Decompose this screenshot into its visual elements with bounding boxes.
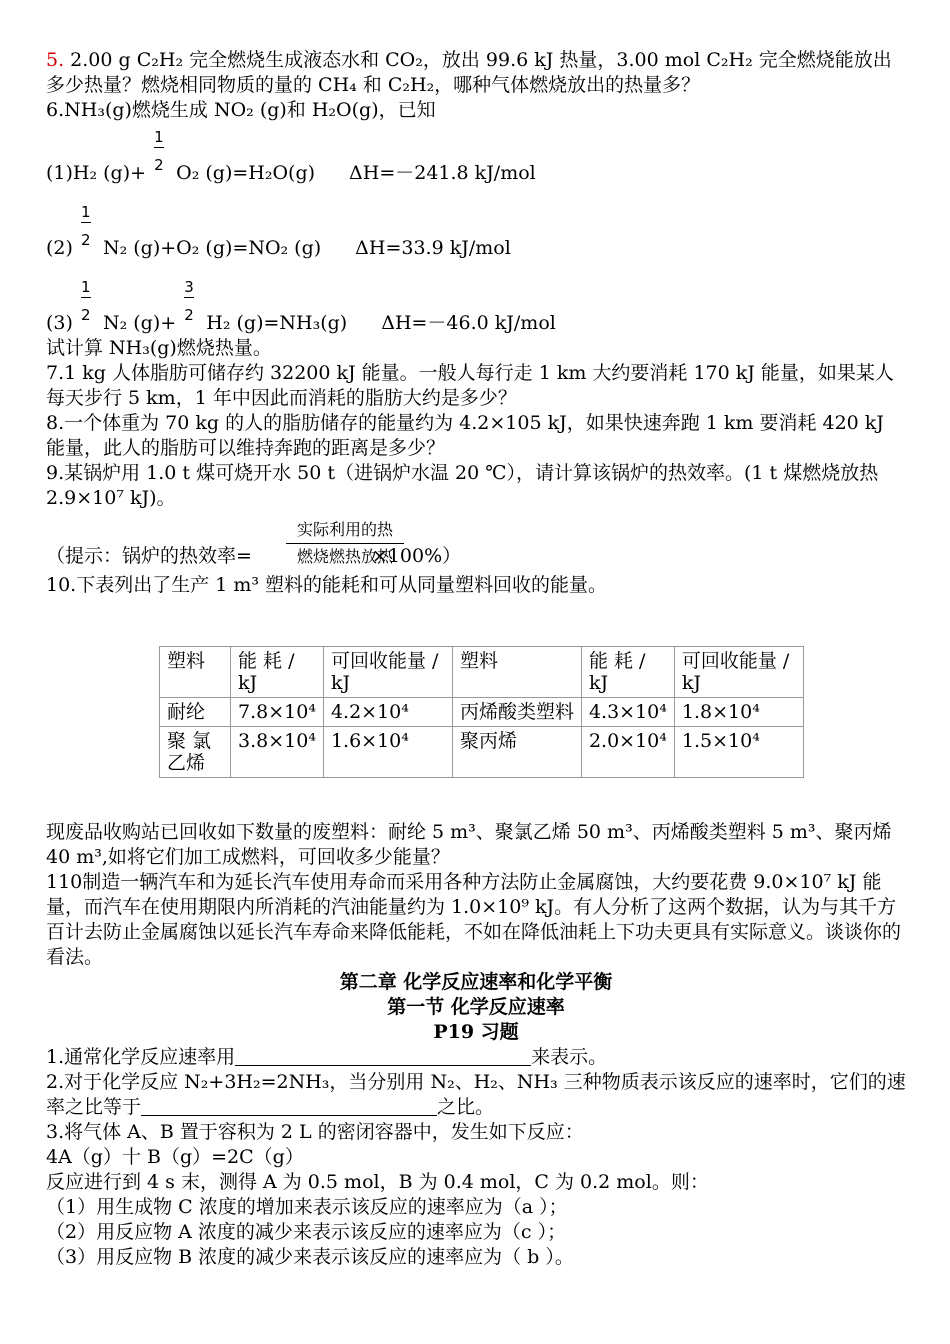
table-cell: 聚丙烯 (452, 727, 581, 778)
equation-1-enthalpy: ΔH=－241.8 kJ/mol (349, 162, 536, 184)
exercise-2: 2.对于化学反应 N₂+3H₂=2NH₃，当分别用 N₂、H₂、NH₃ 三种物质表示该反应的速率时，它们的速率之比等于 之比。 (46, 1071, 906, 1118)
table-header-cell: 可回收能量 / kJ (674, 647, 803, 698)
efficiency-hint (46, 517, 906, 569)
equation-3-left: (3) (46, 312, 79, 334)
hint-prefix: （提示：锅炉的热效率= (46, 545, 252, 567)
table-header-cell: 能 耗 / kJ (581, 647, 674, 698)
exercise-3-sub-2: （2）用反应物 A 浓度的减少来表示该反应的速率应为（c ）； (46, 1221, 567, 1243)
table-cell: 聚 氯 乙烯 (160, 727, 231, 778)
exercise-3-sub-3: （3）用反应物 B 浓度的减少来表示该反应的速率应为（ b ）。 (46, 1246, 574, 1268)
table-cell: 4.3×10⁴ (581, 698, 674, 727)
question-11: 110制造一辆汽车和为延长汽车使用寿命而采用各种方法防止金属腐蚀，大约要花费 9.0×10⁷ kJ 能量，而汽车在使用期限内所消耗的汽油能量约为 1.0×10⁹ kJ。有人分析了这两个数据，认为与其千方百计去防止金属腐蚀以延长汽车寿命来降低能耗，不如在降低油耗上下功夫更具有实际意义。谈谈你的看法。 (46, 871, 902, 968)
fraction-numerator: 实际利用的热 (286, 517, 404, 544)
equation-1 (46, 123, 906, 198)
table-cell: 4.2×10⁴ (323, 698, 452, 727)
equation-1-left: (1)H₂ (g)+ (46, 162, 153, 184)
fraction-three-halves: $\frac{3}{2}$ (184, 278, 194, 324)
fraction-half: $\frac{1}{2}$ (80, 203, 91, 249)
chapter-title: 第二章 化学反应速率和化学平衡 (339, 971, 613, 993)
equation-3-middle: N₂ (g)+ (96, 312, 183, 334)
table-header-cell: 塑料 (452, 647, 581, 698)
question-7: 7.1 kg 人体脂肪可储存约 32200 kJ 能量。一般人每行走 1 km 大约要消耗 170 kJ 能量，如果某人每天步行 5 km，1 年中因此而消耗的脂肪大约是多少？ (46, 362, 894, 409)
question-10: 10.下表列出了生产 1 m³ 塑料的能耗和可从同量塑料回收的能量。 (46, 574, 608, 596)
exercise-3-sub-1: （1）用生成物 C 浓度的增加来表示该反应的速率应为（a ）； (46, 1196, 568, 1218)
table-header-cell: 可回收能量 / kJ (323, 647, 452, 698)
table-cell: 2.0×10⁴ (581, 727, 674, 778)
question-5-text: 2.00 g C₂H₂ 完全燃烧生成液态水和 CO₂，放出 99.6 kJ 热量，3.00 mol C₂H₂ 完全燃烧能放出多少热量？燃烧相同物质的量的 CH₄ 和 C₂H₂，哪种气体燃烧放出的热量多？ (46, 49, 892, 96)
document-page (46, 48, 906, 598)
question-8: 8.一个体重为 70 kg 的人的脂肪储存的能量约为 4.2×105 kJ，如果快速奔跑 1 km 要消耗 420 kJ 能量，此人的脂肪可以维持奔跑的距离是多少？ (46, 412, 884, 459)
exercise-1: 1.通常化学反应速率用 来表示。 (46, 1046, 608, 1068)
equation-3-enthalpy: ΔH=－46.0 kJ/mol (381, 312, 556, 334)
equation-2-left: (2) (46, 237, 79, 259)
table-cell: 3.8×10⁴ (231, 727, 324, 778)
exercise-3-condition: 反应进行到 4 s 末，测得 A 为 0.5 mol，B 为 0.4 mol，C 为 0.2 mol。则： (46, 1171, 709, 1193)
exercise-3-intro: 3.将气体 A、B 置于容积为 2 L 的密闭容器中，发生如下反应： (46, 1121, 584, 1143)
table-row (160, 727, 804, 778)
answer-blank[interactable] (141, 1097, 437, 1116)
answer-blank[interactable] (235, 1047, 531, 1066)
equation-2-right: N₂ (g)+O₂ (g)=NO₂ (g) (96, 237, 322, 259)
document-continued (46, 820, 906, 1270)
section-title: 第一节 化学反应速率 (387, 996, 565, 1018)
equation-2 (46, 198, 906, 273)
equation-3 (46, 273, 906, 348)
table-cell: 1.6×10⁴ (323, 727, 452, 778)
table-row (160, 698, 804, 727)
plastics-energy-table (159, 646, 804, 778)
question-6-intro: 6.NH₃(g)燃烧生成 NO₂ (g)和 H₂O(g)，已知 (46, 99, 436, 121)
table-cell: 丙烯酸类塑料 (452, 698, 581, 727)
fraction-half: $\frac{1}{2}$ (154, 128, 164, 174)
question-10-part-b: 现废品收购站已回收如下数量的废塑料：耐纶 5 m³、聚氯乙烯 50 m³、丙烯酸类塑料 5 m³、聚丙烯 40 m³,如将它们加工成燃料，可回收多少能量？ (46, 821, 892, 868)
table-cell: 耐纶 (160, 698, 231, 727)
exercise-title: P19 习题 (433, 1021, 519, 1043)
question-5-number: 5. (46, 49, 65, 71)
table-header-cell: 能 耗 / kJ (231, 647, 324, 698)
table-cell: 7.8×10⁴ (231, 698, 324, 727)
fraction-denominator: 燃烧燃热放热 (296, 547, 393, 566)
exercise-3-reaction: 4A（g）十 B（g）=2C（g） (46, 1146, 304, 1168)
equation-2-enthalpy: ΔH=33.9 kJ/mol (355, 237, 511, 259)
table-header-cell: 塑料 (160, 647, 231, 698)
equation-3-right: H₂ (g)=NH₃(g) (200, 312, 348, 334)
table-cell: 1.8×10⁴ (674, 698, 803, 727)
hint-suffix: ×100%） (371, 545, 462, 567)
table-cell: 1.5×10⁴ (674, 727, 803, 778)
table-header-row (160, 647, 804, 698)
equation-1-right: O₂ (g)=H₂O(g) (170, 162, 316, 184)
question-6-ask: 试计算 NH₃(g)燃烧热量。 (46, 337, 272, 359)
fraction-half: $\frac{1}{2}$ (80, 278, 91, 324)
question-9: 9.某锅炉用 1.0 t 煤可烧开水 50 t（进锅炉水温 20 ℃），请计算该锅炉的热效率。(1 t 煤燃烧放热 2.9×10⁷ kJ)。 (46, 462, 879, 509)
question-5 (46, 48, 906, 98)
